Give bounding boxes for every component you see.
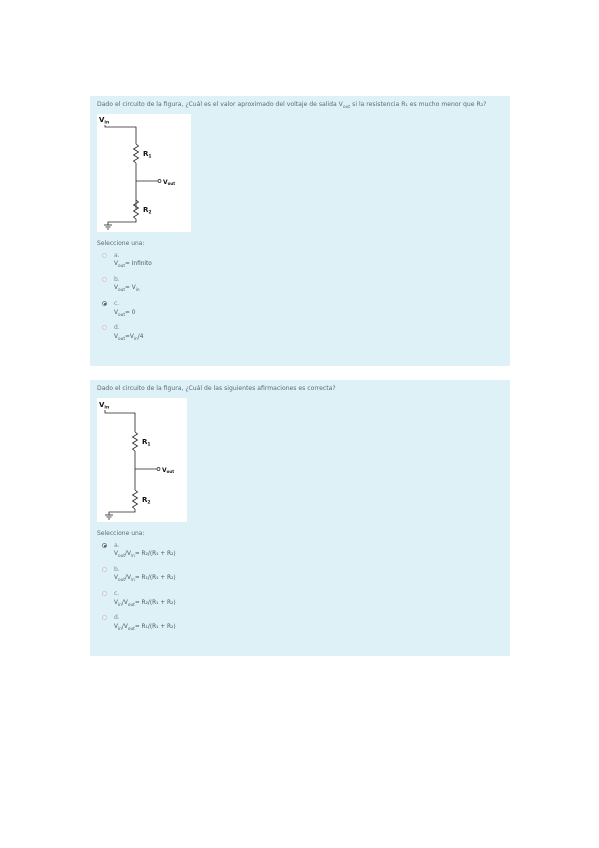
option-text: $V_{in}/V_{out}= R_2/(R_1 + R_2)$ [114, 599, 176, 608]
option-text: $V_{out}/V_{in}= R_1/(R_1 + R_2)$ [114, 575, 176, 584]
question-2-text: Dado el circuito de la figura, ¿Cuál de las siguientes afirmaciones es correcta? [97, 385, 336, 392]
answer-option-d[interactable]: d. $V_{in}/V_{out}= R_1/(R_1 + R_2)$ [97, 613, 504, 634]
answer-option-a[interactable]: a. $V_{out}/V_{in}= R_2/(R_1 + R_2)$ [97, 540, 504, 561]
option-text: $V_{out}/V_{in}= R_2/(R_1 + R_2)$ [114, 551, 176, 560]
radio-button-selected[interactable] [102, 543, 107, 548]
vout-label: Vout [162, 467, 175, 475]
answer-option-b[interactable]: b. $V_{out}/V_{in}= R_1/(R_1 + R_2)$ [97, 564, 504, 585]
vin-label: $V_{in}$ [99, 116, 110, 126]
option-text: $V_{out}=$ Infinito [114, 261, 152, 270]
radio-button[interactable] [102, 615, 107, 620]
radio-button[interactable] [102, 591, 107, 596]
radio-button[interactable] [102, 277, 107, 282]
r2-label: $R_2$ [143, 206, 152, 216]
option-text: $V_{out}= 0$ [114, 309, 136, 318]
answer-option-b[interactable]: b. $V_{out}= V_{in}$ [97, 274, 504, 295]
r1-label: $R_1$ [143, 150, 152, 160]
radio-button-selected[interactable] [102, 301, 107, 306]
question-1-card [90, 96, 510, 366]
select-one-label: Seleccione una: [97, 240, 145, 248]
vout-label: Vout [163, 179, 176, 187]
select-one-label: Seleccione una: [97, 530, 145, 538]
r1-resistor-symbol [134, 144, 139, 163]
answer-option-c[interactable]: c. $V_{out}= 0$ [97, 299, 504, 320]
ground-icon [105, 515, 113, 519]
option-text: $V_{out}=V_{in}/4$ [114, 333, 144, 342]
vin-label: $V_{in}$ [99, 401, 110, 411]
r1-label: $R_1$ [142, 438, 151, 448]
question-1-text: Dado el circuito de la figura, ¿Cuál es el valor aproximado del voltaje de salida $V_{out}$ si la resistencia R₁ es mucho menor que R₂? [97, 101, 487, 111]
question-2-circuit-diagram [97, 398, 187, 522]
ground-icon [104, 225, 112, 229]
radio-button[interactable] [102, 325, 107, 330]
answer-option-a[interactable]: a. $V_{out}=$ Infinito [97, 250, 504, 271]
r1-resistor-symbol [133, 432, 138, 451]
r2-label: $R_2$ [142, 496, 151, 506]
radio-button[interactable] [102, 567, 107, 572]
r2-resistor-symbol [133, 490, 138, 509]
option-text: $V_{out}= V_{in}$ [114, 285, 140, 294]
vout-terminal [158, 180, 161, 183]
question-2-card [90, 380, 510, 656]
radio-button[interactable] [102, 253, 107, 258]
option-text: $V_{in}/V_{out}= R_1/(R_1 + R_2)$ [114, 623, 176, 632]
answer-option-c[interactable]: c. $V_{in}/V_{out}= R_2/(R_1 + R_2)$ [97, 589, 504, 610]
vout-terminal [157, 468, 160, 471]
answer-option-d[interactable]: d. $V_{out}=V_{in}/4$ [97, 323, 504, 344]
question-1-circuit-diagram [97, 114, 191, 232]
